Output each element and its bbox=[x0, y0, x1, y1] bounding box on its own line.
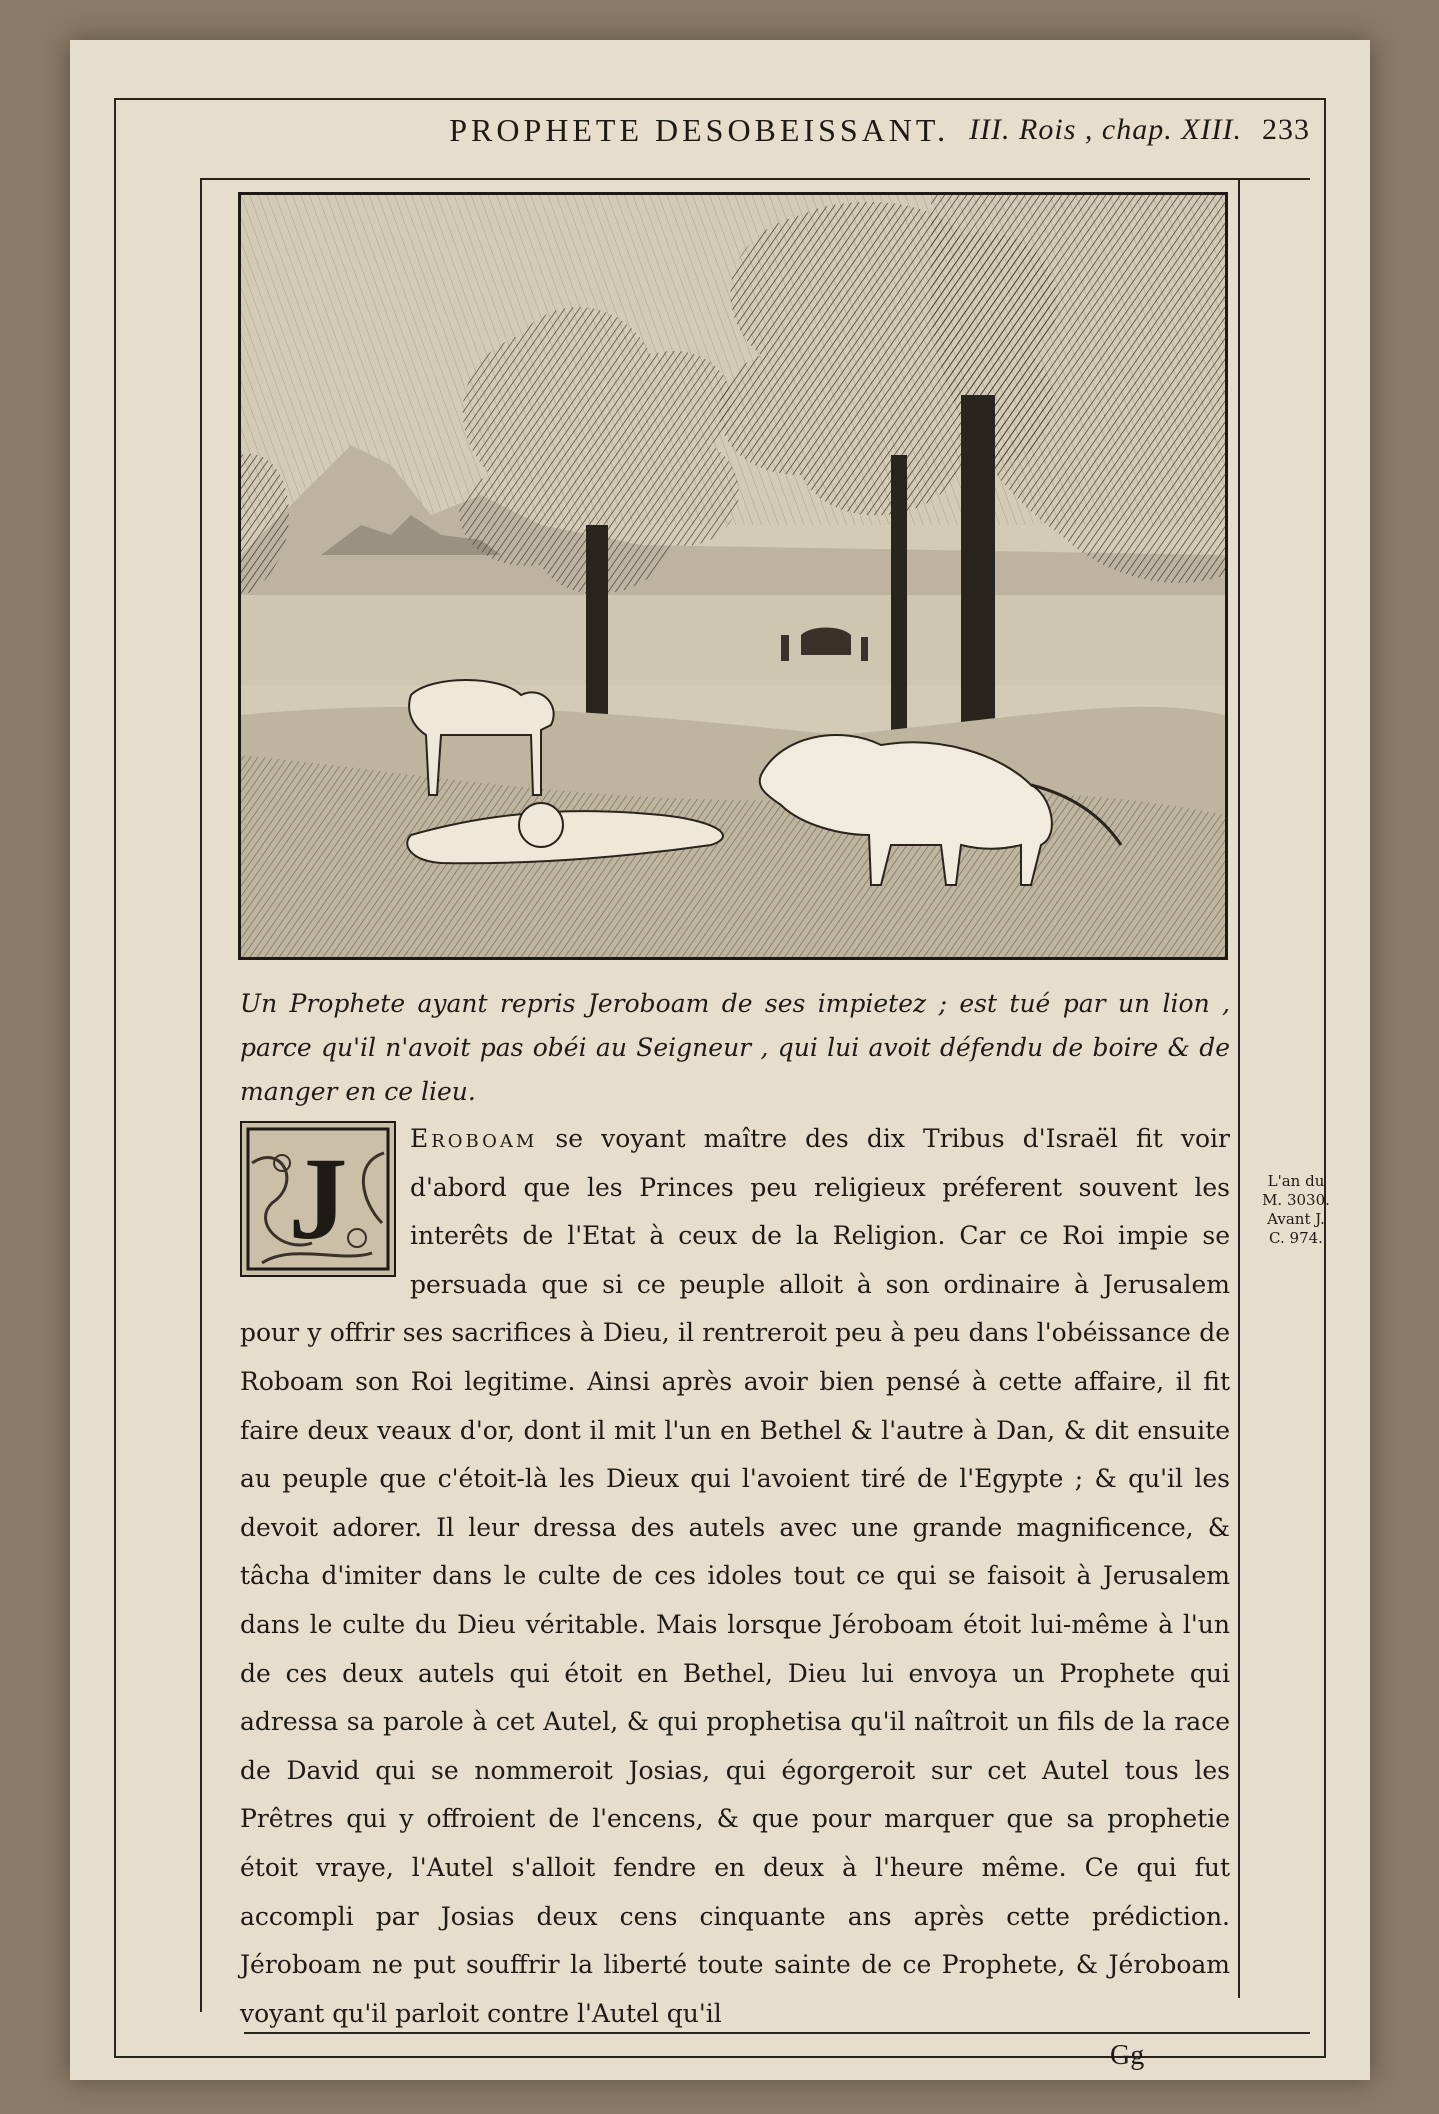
bottom-rule bbox=[244, 2032, 1310, 2034]
page-header bbox=[130, 98, 1310, 162]
book-page bbox=[70, 40, 1370, 2080]
margin-note-line: L'an du bbox=[1267, 1172, 1325, 1190]
signature-mark: Gg bbox=[1110, 2040, 1145, 2071]
inner-frame-right-rule bbox=[1238, 178, 1240, 1998]
page-number: 233 bbox=[1262, 113, 1310, 146]
ornamental-dropcap bbox=[240, 1121, 396, 1277]
body-paragraph: se voyant maître des dix Tribus d'Israël fit voir d'abord que les Princes peu religieux préferent souvent les interêts de l'Etat à ceux de la Religion. Car ce Roi impie se persuada que si ce peuple alloit à son ordinaire à Jerusalem pour y offrir ses sacrifices à Dieu, il rentreroit peu à peu dans l'obéissance de Roboam son Roi legitime. Ainsi après avoir bien pensé à cette affaire, il fit faire deux veaux d'or, dont il mit l'un en Bethel & l'autre à Dan, & dit ensuite au peuple que c'étoit-là les Dieux qui l'avoient tiré de l'Egypte ; & qu'il les devoit adorer. Il leur dressa des autels avec une grande magnificence, & tâcha d'imiter dans le culte de ces idoles tout ce qui se faisoit à Jerusalem dans le culte du Dieu véritable. Mais lorsque Jéroboam étoit lui-même à l'un de ces deux autels qui étoit en Bethel, Dieu lui envoya un Prophete qui adressa sa parole à cet Autel, & qui prophetisa qu'il naîtroit un fils de la race de David qui se nommeroit Josias, qui égorgeroit sur cet Autel tous les Prêtres qui y offroient de l'encens, & que pour marquer que sa prophetie étoit vraye, l'Autel s'alloit fendre en deux à l'heure même. Ce qui fut accompli par Josias deux cens cinquante ans après cette prédiction. Jéroboam ne put souffrir la liberté toute sainte de ce Prophete, & Jéroboam voyant qu'il parloit contre l'Autel qu'il bbox=[240, 1124, 1230, 2028]
lead-word: Eroboam bbox=[410, 1124, 538, 1153]
margin-note-line: M. 3030. bbox=[1262, 1191, 1330, 1209]
margin-note-line: Avant J. bbox=[1267, 1210, 1325, 1228]
engraving-drawing bbox=[241, 195, 1225, 957]
running-title: PROPHETE DESOBEISSANT. bbox=[449, 111, 950, 148]
engraving-illustration bbox=[238, 192, 1228, 960]
body-text bbox=[240, 1115, 1230, 2038]
engraving-caption: Un Prophete ayant repris Jeroboam de ses impietez ; est tué par un lion , parce qu'il n'avoit pas obéi au Seigneur , qui lui avoit défendu de boire & de manger en ce lieu. bbox=[240, 989, 1230, 1106]
dropcap-letter: J bbox=[288, 1132, 348, 1264]
chapter-reference: III. Rois , chap. XIII. bbox=[969, 113, 1242, 146]
margin-note bbox=[1246, 1172, 1346, 1248]
margin-note-line: C. 974. bbox=[1269, 1229, 1323, 1247]
